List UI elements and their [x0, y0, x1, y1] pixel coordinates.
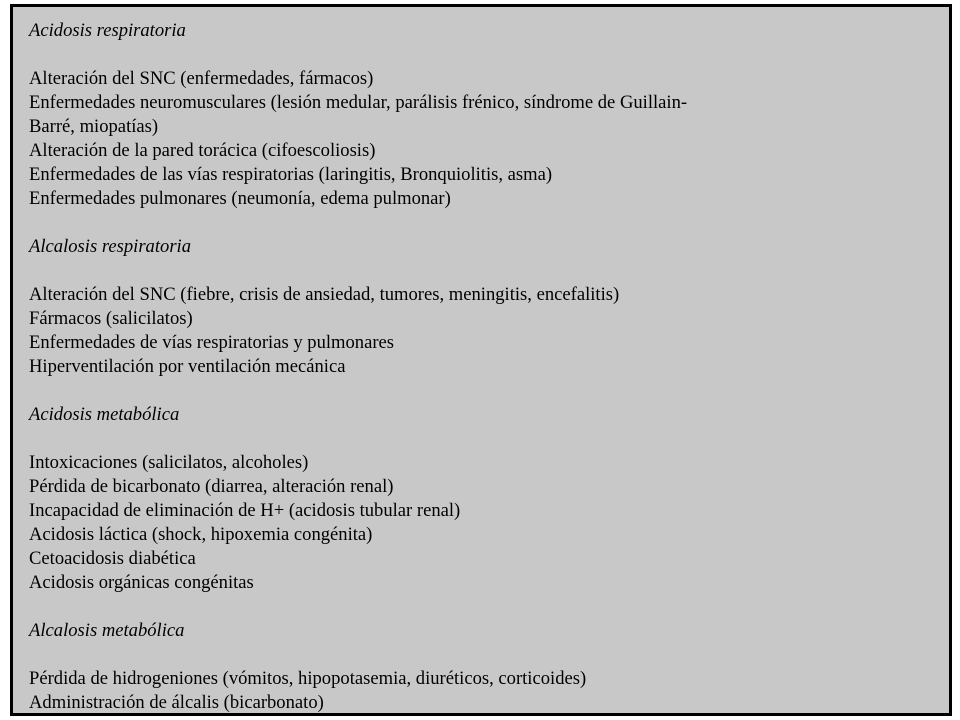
- list-item: Enfermedades neuromusculares (lesión medular, parálisis frénico, síndrome de Guillain-: [29, 92, 688, 113]
- spacer: [29, 643, 939, 667]
- section-heading-acidosis-respiratoria: Acidosis respiratoria: [29, 20, 186, 41]
- list-item: Administración de álcalis (bicarbonato): [29, 692, 324, 713]
- list-item: Incapacidad de eliminación de H+ (acidosis tubular renal): [29, 500, 461, 521]
- document-frame: [10, 4, 952, 716]
- list-item: Acidosis orgánicas congénitas: [29, 572, 254, 593]
- list-item: Enfermedades de vías respiratorias y pulmonares: [29, 332, 395, 353]
- list-item: Cetoacidosis diabética: [29, 548, 196, 569]
- section-heading-alcalosis-respiratoria: Alcalosis respiratoria: [29, 236, 192, 257]
- spacer: [29, 211, 939, 235]
- list-item: Enfermedades de las vías respiratorias (laringitis, Bronquiolitis, asma): [29, 164, 553, 185]
- list-item: Acidosis láctica (shock, hipoxemia congénita): [29, 524, 373, 545]
- spacer: [29, 43, 939, 67]
- section-heading-acidosis-metabolica: Acidosis metabólica: [29, 404, 180, 425]
- list-item: Alteración de la pared torácica (cifoescoliosis): [29, 140, 376, 161]
- spacer: [29, 379, 939, 403]
- document-content: [29, 19, 939, 715]
- list-item: Enfermedades pulmonares (neumonía, edema pulmonar): [29, 188, 451, 209]
- list-item: Pérdida de bicarbonato (diarrea, alteración renal): [29, 476, 394, 497]
- spacer: [29, 427, 939, 451]
- list-item: Alteración del SNC (fiebre, crisis de ansiedad, tumores, meningitis, encefalitis): [29, 284, 620, 305]
- list-item: Intoxicaciones (salicilatos, alcoholes): [29, 452, 309, 473]
- list-item: Alteración del SNC (enfermedades, fármacos): [29, 68, 374, 89]
- list-item: Pérdida de hidrogeniones (vómitos, hipopotasemia, diuréticos, corticoides): [29, 668, 587, 689]
- spacer: [29, 259, 939, 283]
- spacer: [29, 595, 939, 619]
- list-item: Barré, miopatías): [29, 116, 159, 137]
- list-item: Fármacos (salicilatos): [29, 308, 193, 329]
- list-item: Hiperventilación por ventilación mecánica: [29, 356, 346, 377]
- section-heading-alcalosis-metabolica: Alcalosis metabólica: [29, 620, 185, 641]
